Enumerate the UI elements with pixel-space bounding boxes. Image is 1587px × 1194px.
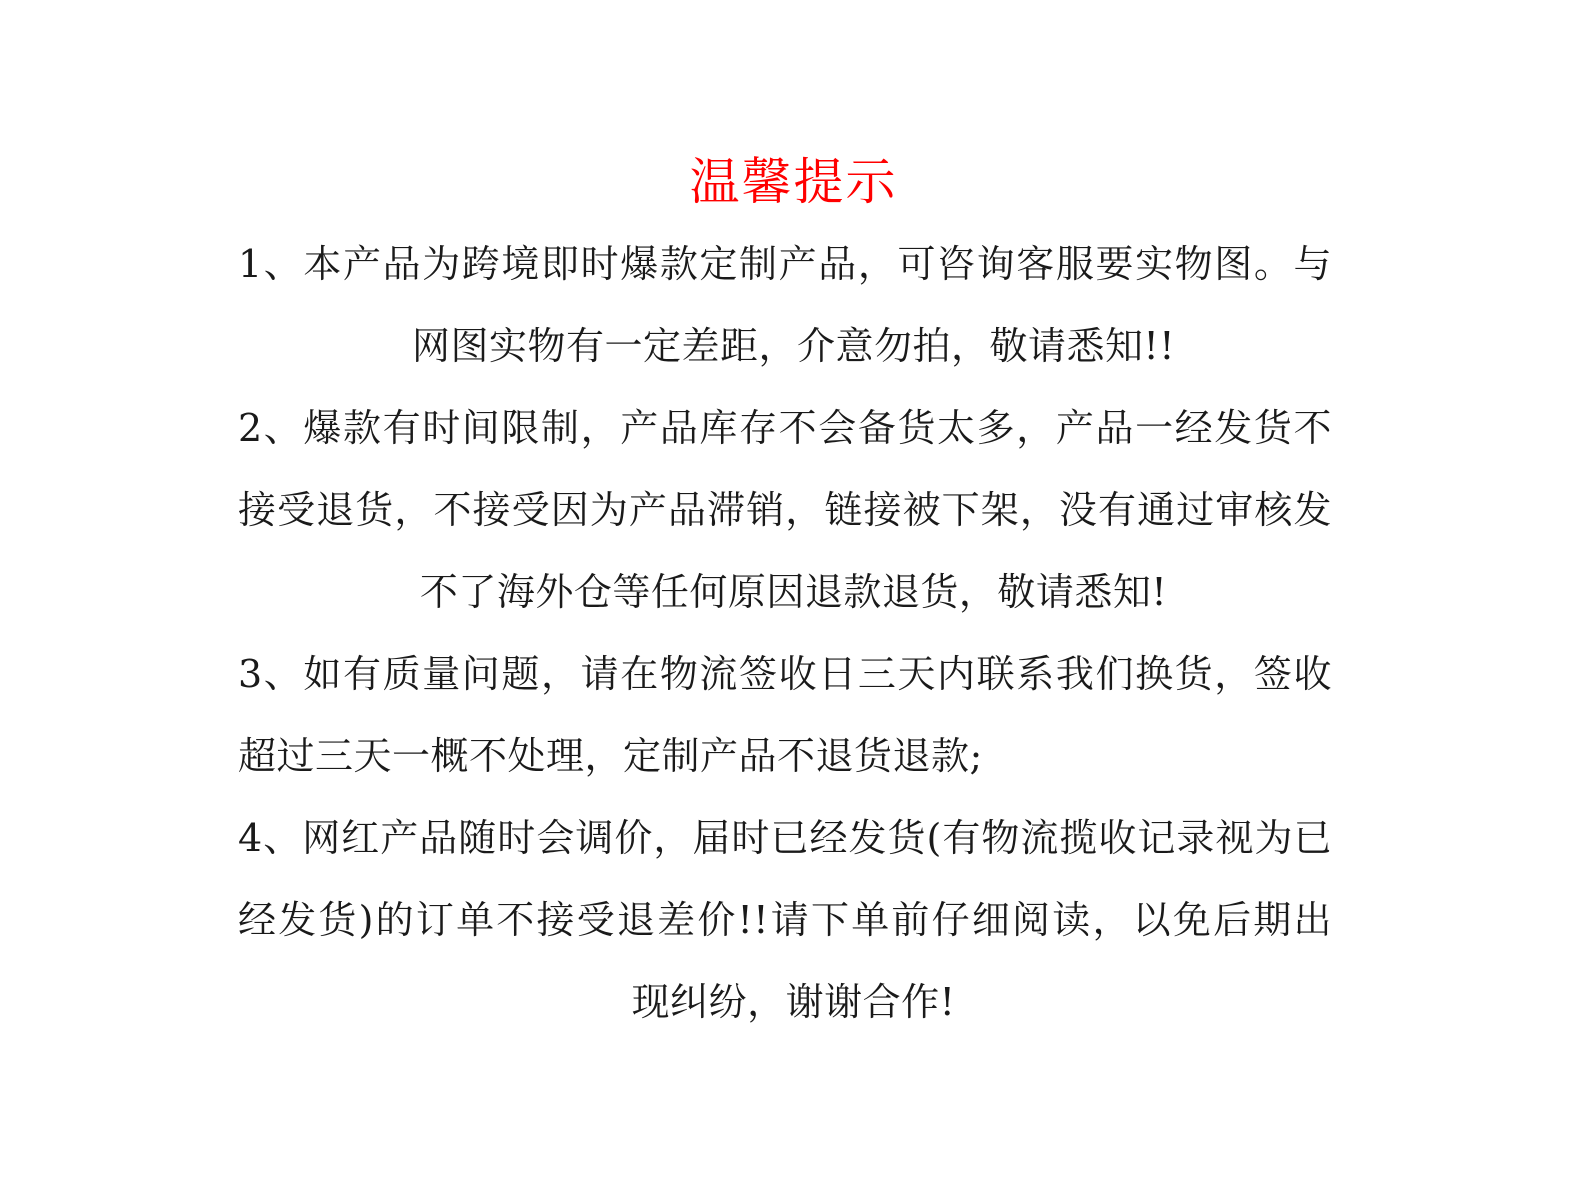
notice-line-8: 4、网红产品随时会调价，届时已经发货(有物流揽收记录视为已 <box>238 816 1332 860</box>
notice-line-9: 经发货)的订单不接受退差价!!请下单前仔细阅读，以免后期出 <box>238 898 1332 942</box>
notice-line-1: 1、本产品为跨境即时爆款定制产品，可咨询客服要实物图。与 <box>238 242 1332 286</box>
notice-line-5: 不了海外仓等任何原因退款退货，敬请悉知! <box>419 570 1168 614</box>
notice-line-6: 3、如有质量问题，请在物流签收日三天内联系我们换货，签收 <box>238 652 1332 696</box>
notice-line-4: 接受退货，不接受因为产品滞销，链接被下架，没有通过审核发 <box>238 488 1332 532</box>
notice-line-10: 现纠纷，谢谢合作! <box>631 980 956 1024</box>
notice-line-2: 网图实物有一定差距，介意勿拍，敬请悉知!! <box>411 324 1176 368</box>
notice-line-7: 超过三天一概不处理，定制产品不退货退款; <box>238 734 983 778</box>
notice-line-3: 2、爆款有时间限制，产品库存不会备货太多，产品一经发货不 <box>238 406 1332 450</box>
notice-title: 温馨提示 <box>689 153 898 211</box>
